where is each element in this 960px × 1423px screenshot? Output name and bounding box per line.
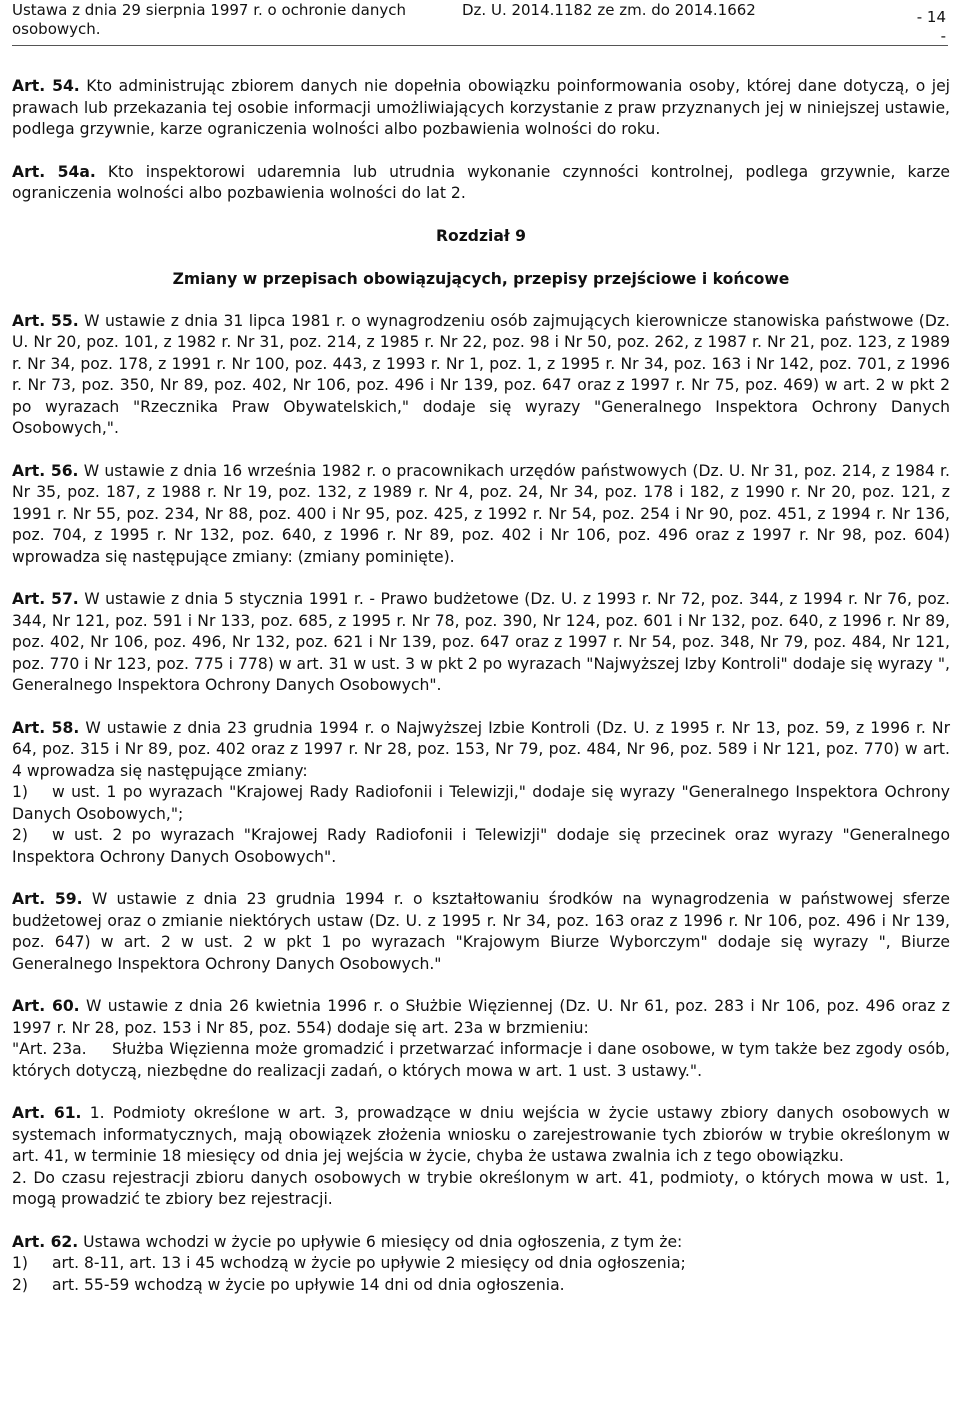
article-label: Art. 55. xyxy=(12,311,79,330)
header-divider xyxy=(12,45,948,46)
list-item xyxy=(12,1275,950,1297)
document-body xyxy=(12,76,950,1296)
article-56 xyxy=(12,461,950,569)
article-paragraph-2: 2. Do czasu rejestracji zbioru danych osobowych w trybie określonym w art. 41, podmioty, o których mowa w ust. 1, mogą prowadzić te zbiory bez rejestracji. xyxy=(12,1168,950,1208)
list-item-text: art. 8-11, art. 13 i 45 wchodzą w życie po upływie 2 miesięcy od dnia ogłoszenia; xyxy=(52,1254,686,1272)
article-62 xyxy=(12,1232,950,1297)
article-text: W ustawie z dnia 23 grudnia 1994 r. o Najwyższej Izbie Kontroli (Dz. U. z 1995 r. Nr 13, poz. 59, z 1996 r. Nr 64, poz. 315 i Nr 89, poz. 402 oraz z 1997 r. Nr 28, poz. 153, Nr 79, poz. 484, Nr 96, poz. 589 i Nr 121, poz. 770) w art. 4 wprowadza się następujące zmiany: xyxy=(12,718,950,780)
chapter-number: Rozdział 9 xyxy=(436,226,526,245)
list-item xyxy=(12,782,950,825)
quoted-article-label: "Art. 23a. xyxy=(12,1040,87,1058)
article-text: Kto administrując zbiorem danych nie dopełnia obowiązku poinformowania osoby, której dane dotyczą, o jej prawach lub przekazania tej osobie informacji umożliwiających korzystanie z praw przyznanych jej w niniejszej ustawie, podlega grzywnie, karze ograniczenia wolności albo pozbawienia wolności do roku. xyxy=(12,77,950,138)
article-55 xyxy=(12,311,950,440)
article-text: W ustawie z dnia 26 kwietnia 1996 r. o Służbie Więziennej (Dz. U. Nr 61, poz. 283 i Nr 106, poz. 496 oraz z 1997 r. Nr 28, poz. 153 i Nr 85, poz. 554) dodaje się art. 23a w brzmieniu: xyxy=(12,997,950,1037)
list-item-number: 2) xyxy=(12,1275,29,1294)
article-60 xyxy=(12,996,950,1082)
article-label: Art. 62. xyxy=(12,1232,79,1251)
article-label: Art. 60. xyxy=(12,997,80,1015)
page-header xyxy=(12,0,948,44)
article-label: Art. 61. xyxy=(12,1104,82,1122)
article-54a xyxy=(12,162,950,205)
article-label: Art. 56. xyxy=(12,461,79,480)
list-item-number: 1) xyxy=(12,783,29,801)
quoted-article-text: Służba Więzienna może gromadzić i przetwarzać informacje i dane osobowe, w tym także bez zgody osób, których dotyczą, niezbędne do realizacji zadań, o których mowa w art. 1 ust. 3 ustawy.". xyxy=(12,1040,950,1080)
chapter-title: Zmiany w przepisach obowiązujących, przepisy przejściowe i końcowe xyxy=(172,270,790,288)
article-label: Art. 57. xyxy=(12,590,79,608)
article-label: Art. 59. xyxy=(12,890,83,908)
list-item xyxy=(12,1253,950,1275)
list-item-text: w ust. 1 po wyrazach "Krajowej Rady Radiofonii i Telewizji," dodaje się wyrazy "Generalnego Inspektora Ochrony Danych Osobowych,"; xyxy=(12,783,950,823)
list-item-text: w ust. 2 po wyrazach "Krajowej Rady Radiofonii i Telewizji" dodaje się przecinek oraz wyrazy "Generalnego Inspektora Ochrony Danych Osobowych". xyxy=(12,826,950,866)
article-text: Kto inspektorowi udaremnia lub utrudnia wykonanie czynności kontrolnej, podlega grzywnie, karze ograniczenia wolności albo pozbawienia wolności do lat 2. xyxy=(12,162,950,202)
article-label: Art. 54. xyxy=(12,77,80,95)
article-text: W ustawie z dnia 5 stycznia 1991 r. - Prawo budżetowe (Dz. U. z 1993 r. Nr 72, poz. 344, z 1994 r. Nr 76, poz. 344, Nr 121, poz. 591 i Nr 133, poz. 685, z 1995 r. Nr 78, poz. 390, Nr 124, poz. 601 i Nr 132, poz. 640, z 1996 r. Nr 89, poz. 402, Nr 106, poz. 496, Nr 132, poz. 621 i Nr 139, poz. 647 oraz z 1997 r. Nr 54, poz. 348, Nr 79, poz. 484, Nr 121, poz. 770 i Nr 123, poz. 775 i 778) w art. 31 w ust. 3 w pkt 2 po wyrazach "Najwyższej Izby Kontroli" dodaje się wyrazy ", Generalnego Inspektora Ochrony Danych Osobowych". xyxy=(12,590,950,694)
header-act-title: Ustawa z dnia 29 sierpnia 1997 r. o ochronie danych osobowych. xyxy=(12,1,406,38)
article-text: W ustawie z dnia 31 lipca 1981 r. o wynagrodzeniu osób zajmujących kierownicze stanowiska państwowe (Dz. U. Nr 20, poz. 101, z 1982 r. Nr 31, poz. 214, z 1985 r. Nr 22, poz. 98 i Nr 50, poz. 262, z 1987 r. Nr 21, poz. 123, z 1989 r. Nr 34, poz. 178, z 1991 r. Nr 100, poz. 443, z 1993 r. Nr 1, poz. 1, z 1995 r. Nr 34, poz. 163 i Nr 142, poz. 701, z 1996 r. Nr 73, poz. 350, Nr 89, poz. 402, Nr 106, poz. 496 i Nr 139, poz. 647 oraz z 1997 r. Nr 75, poz. 469) w art. 2 w pkt 2 po wyrazach "Rzecznika Praw Obywatelskich," dodaje się wyrazy "Generalnego Inspektora Ochrony Danych Osobowych,". xyxy=(12,311,950,437)
header-page-number: - 14 - xyxy=(916,8,946,45)
article-text: W ustawie z dnia 16 września 1982 r. o pracownikach urzędów państwowych (Dz. U. Nr 31, poz. 214, z 1984 r. Nr 35, poz. 187, z 1988 r. Nr 19, poz. 132, z 1989 r. Nr 4, poz. 24, Nr 34, poz. 178 i 182, z 1990 r. Nr 20, poz. 121, z 1991 r. Nr 55, poz. 234, Nr 88, poz. 400 i Nr 95, poz. 425, z 1992 r. Nr 54, poz. 254 i Nr 90, poz. 451, z 1994 r. Nr 136, poz. 704, z 1995 r. Nr 132, poz. 640, z 1996 r. Nr 89, poz. 402 i Nr 106, poz. 496 oraz z 1997 r. Nr 98, poz. 604) wprowadza się następujące zmiany: (zmiany pominięte). xyxy=(12,461,950,566)
article-text: Ustawa wchodzi w życie po upływie 6 miesięcy od dnia ogłoszenia, z tym że: xyxy=(83,1232,683,1251)
list-item-number: 1) xyxy=(12,1254,29,1272)
article-58 xyxy=(12,718,950,869)
header-journal-ref: Dz. U. 2014.1182 ze zm. do 2014.1662 xyxy=(462,1,756,19)
list-item-text: art. 55-59 wchodzą w życie po upływie 14 dni od dnia ogłoszenia. xyxy=(52,1275,565,1294)
article-57 xyxy=(12,589,950,697)
article-paragraph-1: 1. Podmioty określone w art. 3, prowadzące w dniu wejścia w życie ustawy zbiory danych osobowych w systemach informatycznych, mają obowiązek złożenia wniosku o zarejestrowanie tych zbiorów w trybie określonym w art. 41, w terminie 18 miesięcy od dnia jej wejścia w życie, chyba że ustawa zwalnia ich z tego obowiązku. xyxy=(12,1104,950,1165)
article-label: Art. 58. xyxy=(12,718,80,737)
list-item-number: 2) xyxy=(12,826,29,844)
article-61 xyxy=(12,1103,950,1211)
list-item xyxy=(12,825,950,868)
article-59 xyxy=(12,889,950,975)
article-text: W ustawie z dnia 23 grudnia 1994 r. o kształtowaniu środków na wynagrodzenia w państwowej sferze budżetowej oraz o zmianie niektórych ustaw (Dz. U. z 1995 r. Nr 34, poz. 163 oraz z 1996 r. Nr 106, poz. 496 i Nr 139, poz. 647) w art. 2 w ust. 2 w pkt 1 po wyrazach "Krajowym Biurze Wyborczym" dodaje się wyrazy ", Biurze Generalnego Inspektora Ochrony Danych Osobowych." xyxy=(12,890,950,973)
article-54 xyxy=(12,76,950,141)
article-label: Art. 54a. xyxy=(12,162,96,181)
